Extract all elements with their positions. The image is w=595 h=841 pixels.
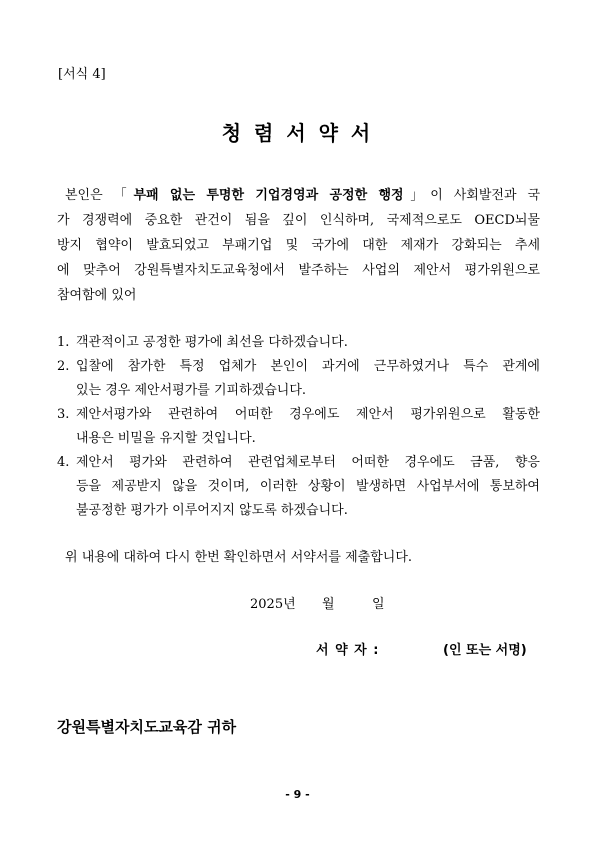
pledge-text-line: 등을 제공받지 않을 것이며, 이러한 상황이 발생하면 사업부서에 통보하여 [76, 479, 540, 494]
date-day-label: 일 [372, 597, 385, 612]
form-number-label: [서식 4] [58, 67, 106, 82]
signature-date [0, 593, 595, 617]
document-title: 청 렴 서 약 서 [221, 121, 374, 145]
pledge-item [57, 403, 540, 451]
pledge-text-line: 불공정한 평가가 이루어지지 않도록 하겠습니다. [76, 503, 348, 518]
pledge-number: 1. [57, 335, 70, 350]
intro-line-suffix: 」이 사회발전과 국 [403, 188, 541, 203]
pledge-number: 3. [57, 407, 70, 422]
addressee: 강원특별자치도교육감 귀하 [57, 718, 237, 736]
closing-statement: 위 내용에 대하여 다시 한번 확인하면서 서약서를 제출합니다. [65, 550, 413, 565]
page-number: - 9 - [285, 788, 310, 801]
pledge-number: 4. [57, 455, 70, 470]
intro-paragraph [57, 183, 540, 308]
pledge-list [57, 331, 540, 523]
intro-line-prefix: 본인은 「 [65, 188, 134, 203]
signer-label: 서 약 자 : [316, 643, 380, 658]
pledge-item [57, 355, 540, 403]
intro-line: 방지 협약이 발효되었고 부패기업 및 국가에 대한 제재가 강화되는 추세 [57, 238, 540, 253]
pledge-text-line: 제안서 평가와 관련하여 관련업체로부터 어떠한 경우에도 금품, 향응 [76, 455, 540, 470]
pledge-item [57, 451, 540, 523]
intro-emphasis: 부패 없는 투명한 기업경영과 공정한 행정 [133, 188, 404, 203]
signer-line [0, 639, 595, 663]
date-month-label: 월 [322, 597, 335, 612]
intro-line: 참여함에 있어 [57, 288, 137, 303]
intro-line: 가 경쟁력에 중요한 관건이 됨을 깊이 인식하며, 국제적으로도 OECD뇌물 [57, 213, 540, 228]
pledge-item [57, 331, 540, 355]
pledge-number: 2. [57, 359, 70, 374]
pledge-text-line: 제안서평가와 관련하여 어떠한 경우에도 제안서 평가위원으로 활동한 [76, 407, 540, 422]
pledge-text-line: 입찰에 참가한 특정 업체가 본인이 과거에 근무하였거나 특수 관계에 [76, 359, 540, 374]
intro-line: 에 맞추어 강원특별자치도교육청에서 발주하는 사업의 제안서 평가위원으로 [57, 263, 540, 278]
date-year: 2025년 [250, 597, 296, 612]
intro-line [57, 183, 540, 208]
seal-or-signature-note: (인 또는 서명) [443, 643, 527, 658]
pledge-text-line: 객관적이고 공정한 평가에 최선을 다하겠습니다. [76, 335, 348, 350]
pledge-text-line: 있는 경우 제안서평가를 기피하겠습니다. [76, 383, 307, 398]
pledge-text-line: 내용은 비밀을 유지할 것입니다. [76, 431, 256, 446]
